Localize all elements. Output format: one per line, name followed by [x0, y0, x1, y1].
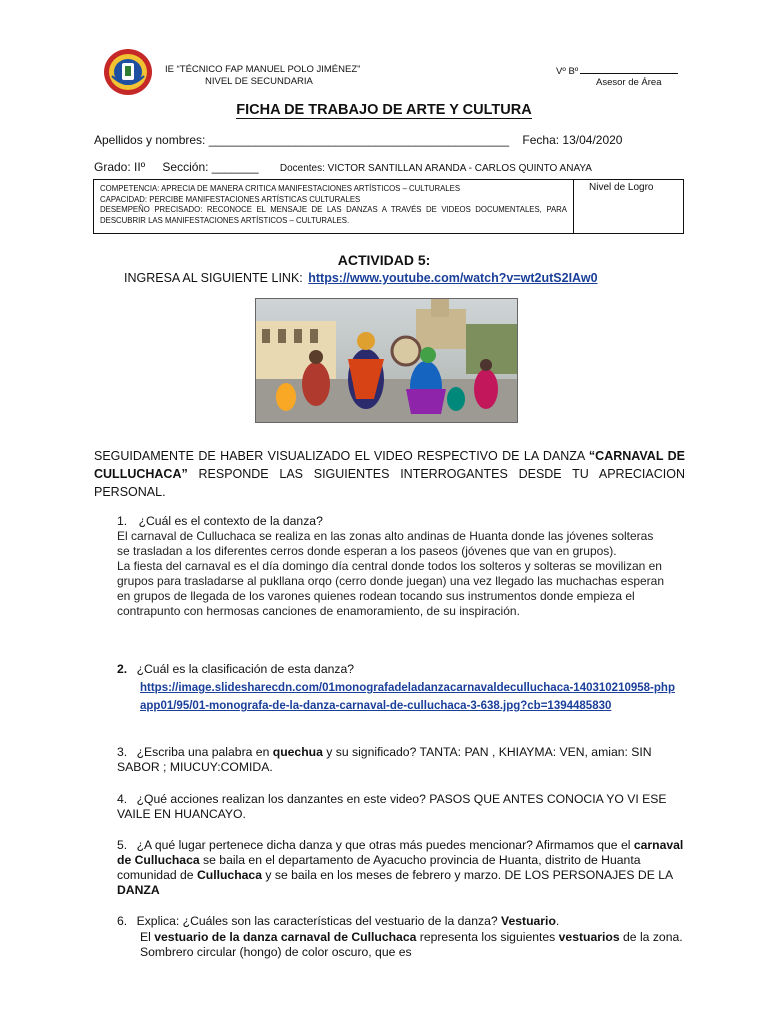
question-5-b3: DANZA: [117, 883, 160, 897]
question-3: [117, 745, 677, 775]
question-4-text: ¿Qué acciones realizan los danzantes en este video? PASOS QUE ANTES CONOCIA YO VI ESE VAILE EN HUANCAYO.: [117, 792, 667, 821]
question-2: [117, 662, 354, 677]
answer-6: [140, 930, 685, 960]
question-4: [117, 792, 687, 822]
question-6-b1: Vestuario: [501, 914, 556, 928]
question-5-p2: se baila en el departamento de Ayacucho provincia de Huanta, distrito de Huanta comunidad de: [117, 853, 641, 882]
answer-2: [140, 678, 680, 714]
question-4-number: 4.: [117, 792, 128, 806]
page-title-text: FICHA DE TRABAJO DE ARTE Y CULTURA: [236, 102, 532, 118]
competency-cell: [94, 180, 574, 233]
grade-row: [94, 160, 592, 174]
question-2-text: ¿Cuál es la clasificación de esta danza?: [136, 662, 355, 676]
intro-bold-title: “CARNAVAL DE CULLUCHACA”: [94, 449, 685, 481]
answer-1: [117, 529, 667, 619]
intro-line-2: RESPONDE LAS SIGUIENTES INTERROGANTES DESDE TU APRECIACION PERSONAL.: [94, 467, 685, 499]
answer-6-p4: de la zona. Sombrero circular (hongo) de color oscuro, que es: [140, 930, 683, 959]
signature-line: [580, 64, 678, 74]
question-3-post: y su significado? TANTA: PAN , KHIAYMA: VEN, amian: SIN SABOR ; MIUCUY:COMIDA.: [117, 745, 652, 774]
question-5-number: 5.: [117, 838, 128, 852]
question-3-number: 3.: [117, 745, 128, 759]
competency-table: [93, 179, 684, 234]
grado-field: Grado: IIº: [94, 160, 146, 174]
school-logo: [102, 46, 154, 98]
slideshare-link[interactable]: https://image.slidesharecdn.com/01monografadeladanzacarnavaldeculluchaca-140310210958-phpapp01/95/01-monografa-de-la-danza-carnaval-de-culluchaca-3-638.jpg?cb=1394485830: [140, 682, 675, 712]
question-1-text: ¿Cuál es el contexto de la danza?: [138, 514, 323, 528]
question-5-b2: Culluchaca: [196, 868, 262, 882]
answer-6-p3: representa los siguientes: [416, 930, 559, 944]
question-6-p1end: .: [555, 914, 560, 928]
question-5-p3: y se baila en los meses de febrero y marzo. DE LOS PERSONAJES DE LA: [261, 868, 673, 882]
docentes-field: Docentes: VICTOR SANTILLAN ARANDA - CARLOS QUINTO ANAYA: [279, 163, 592, 174]
question-6: [117, 914, 687, 929]
question-6-p1: Explica: ¿Cuáles son las características del vestuario de la danza?: [136, 914, 502, 928]
answer-1-part-1: El carnaval de Culluchaca se realiza en las zonas alto andinas de Huanta donde las jóvenes solteras se trasladan a los diferentes cerros donde esperan a los paseos (jóvenes que van en grupos).: [117, 529, 654, 558]
question-5-p1: ¿A qué lugar pertenece dicha danza y que otras más puedes mencionar? Afirmamos que el: [136, 838, 634, 852]
competencia-text: COMPETENCIA: APRECIA DE MANERA CRITICA MANIFESTACIONES ARTÍSTICOS – CULTURALES: [100, 184, 461, 193]
intro-paragraph: [94, 447, 685, 501]
activity-heading: ACTIVIDAD 5:: [337, 252, 431, 268]
desempeno-text: DESEMPEÑO PRECISADO: RECONOCE EL MENSAJE DE LAS DANZAS A TRAVÉS DE VIDEOS DOCUMENTALES, PARA DESCUBRIR LAS MANIFESTACIONES ARTÍSTICOS – CULTURALES.: [100, 205, 567, 225]
school-line-1: IE “TÉCNICO FAP MANUEL POLO JIMÉNEZ”: [165, 64, 361, 75]
seccion-field: Sección: _______: [162, 160, 259, 174]
intro-line-1: SEGUIDAMENTE DE HABER VISUALIZADO EL VIDEO RESPECTIVO DE LA DANZA: [94, 449, 585, 463]
page-title: [0, 102, 768, 118]
link-instruction: [124, 271, 598, 285]
fecha-field: Fecha: 13/04/2020: [522, 133, 623, 147]
question-3-bold: quechua: [272, 745, 323, 759]
vb-signature: [556, 64, 678, 77]
dance-photo: [255, 298, 518, 423]
question-1: [117, 514, 323, 529]
nivel-logro-cell: Nivel de Logro: [589, 182, 654, 193]
school-line-2: NIVEL DE SECUNDARIA: [205, 76, 313, 87]
youtube-link[interactable]: https://www.youtube.com/watch?v=wt2utS2IAw0: [308, 271, 598, 285]
question-1-number: 1.: [117, 514, 128, 528]
apellidos-field: Apellidos y nombres: _____________________________________________: [94, 133, 510, 147]
question-5: [117, 838, 687, 898]
vb-label: Vº Bº: [556, 66, 579, 77]
capacidad-text: CAPACIDAD: PERCIBE MANIFESTACIONES ARTÍSTICAS CULTURALES: [100, 194, 361, 204]
link-instruction-text: INGRESA AL SIGUIENTE LINK:: [124, 271, 303, 285]
answer-6-b3: vestuarios: [558, 930, 620, 944]
answer-1-part-2: La fiesta del carnaval es el día domingo día central donde todos los solteros y solteras se movilizan en grupos para trasladarse al pukllana orqo (cerro donde juegan) una vez llegado las muchachas esperan en grupos de llegada de los varones quienes rodean tocando sus instrumentos donde empieza el contrapunto con hermosas canciones de enamoramiento, de su inspiración.: [117, 559, 665, 618]
question-6-number: 6.: [117, 914, 128, 928]
name-date-row: [94, 133, 622, 147]
answer-6-p2: El: [140, 930, 155, 944]
school-name: [165, 64, 360, 88]
question-2-number: 2.: [117, 662, 128, 676]
question-5-b1: carnaval de Culluchaca: [117, 838, 684, 867]
asesor-label: Asesor de Área: [596, 77, 662, 88]
question-3-pre: ¿Escriba una palabra en: [136, 745, 273, 759]
answer-6-b2: vestuario de la danza carnaval de Culluchaca: [154, 930, 417, 944]
